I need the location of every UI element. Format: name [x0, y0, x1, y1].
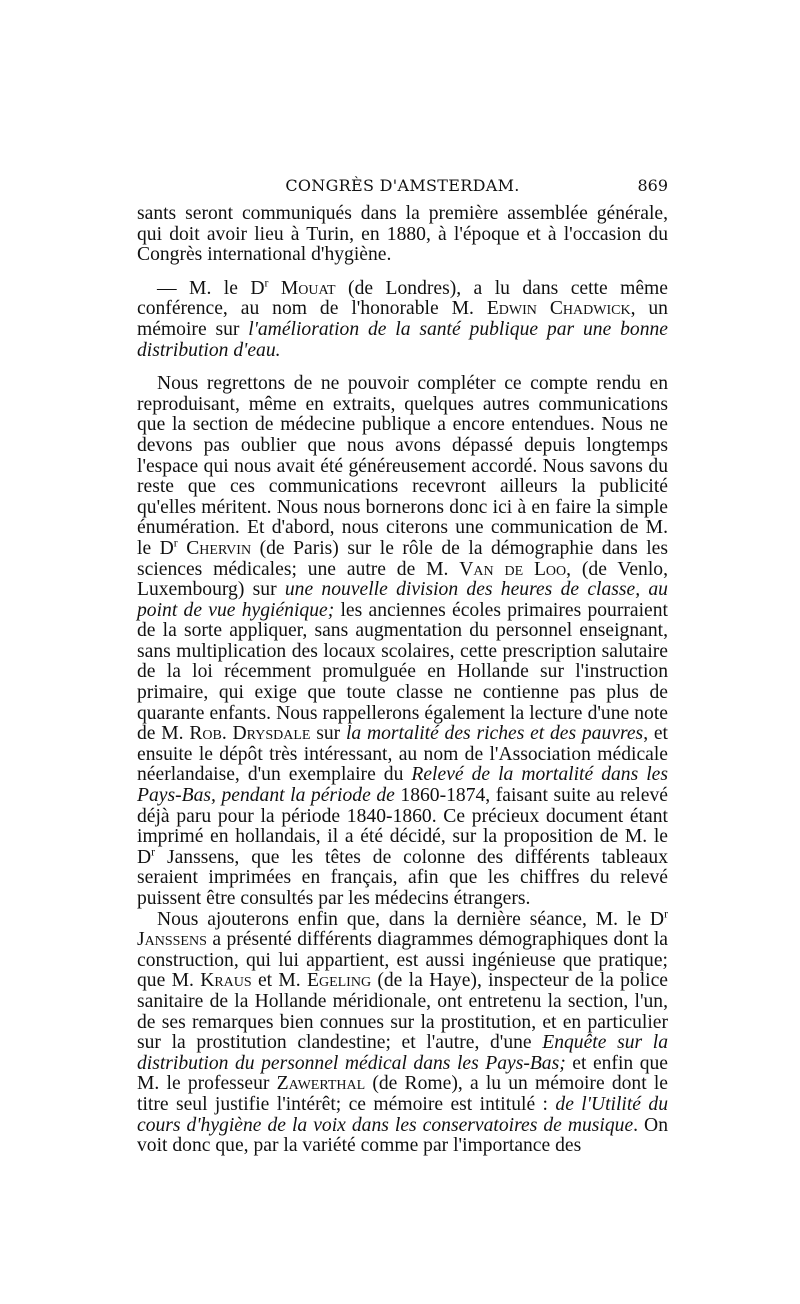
small-caps-name: Edwin Chadwick [486, 298, 631, 320]
text-run: les anciennes écoles primaires pourraient de la sorte appliquer, sans augmentation du personnel enseignant, sans multiplication des locaux scolaires, cette prescription salutaire de la loi récemment promulguée en Hollande sur l'instruction primaire, qui exige que toute classe ne contienne pas plus de quarante enfants. Nous rappellerons également la lecture d'une note de M. [137, 599, 668, 745]
italic-title: la mortalité des riches et des pauvres [345, 723, 644, 745]
page-number: 869 [637, 176, 668, 195]
text-run: , (de Venlo, Luxembourg) sur [137, 558, 668, 601]
paragraph-p2 [137, 276, 668, 361]
text-run: — M. le D [157, 277, 265, 299]
text-run: (de Paris) sur le rôle de la démographie dans les sciences médicales; une autre de M. [137, 537, 668, 580]
small-caps-name: Mouat [280, 277, 336, 299]
small-caps-name: Egeling [307, 970, 372, 992]
paragraph-p4 [137, 906, 669, 1157]
paragraph-p3 [137, 374, 668, 909]
text-run: sants seront communiqués dans la première assemblée générale, qui doit avoir lieu à Turin, en 1880, à l'époque et à l'occasion du Congrès international d'hygiène. [137, 203, 668, 266]
text-run: , et ensuite le dépôt très intéressant, au nom de l'Association médicale néerlandaise, d'un exemplaire du [137, 723, 668, 786]
small-caps-name: Rob. Drysdale [189, 723, 311, 745]
text-run: a présenté différents diagrammes démographiques dont la construction, qui lui appartient, est aussi ingénieuse que pratique; que M. [137, 929, 668, 992]
text-run [178, 538, 187, 559]
running-head-title: CONGRÈS D'AMSTERDAM. [285, 176, 520, 195]
text-run: 1860-1874, faisant suite au relevé déjà paru pour la période 1840-1860. Ce précieux document étant imprimé en hollandais, il a été décidé, sur la proposition de M. le D [137, 785, 668, 868]
small-caps-name: Kraus [200, 970, 252, 992]
text-run: Janssens, que les têtes de colonne des différents tableaux seraient imprimées en français, afin que les chiffres du relevé puissent être consultés par les médecins étrangers. [137, 846, 668, 909]
superscript: r [151, 845, 156, 859]
text-run: Nous ajouterons enfin que, dans la dernière séance, M. le D [157, 908, 665, 930]
italic-title: une nouvelle division des heures de classe, au point de vue hygiénique; [137, 579, 668, 621]
text-run: et M. [251, 970, 307, 992]
italic-title: Relevé de la mortalité dans les Pays-Bas, pendant la période de [137, 764, 668, 807]
superscript: r [173, 536, 178, 550]
text-run: Nous regrettons de ne pouvoir compléter ce compte rendu en reproduisant, même en extraits, quelques autres communications que la section de médecine publique a encore entendues. Nous ne devons pas oublier que nous avons dépassé depuis longtemps l'espace qui nous avait été généreusement accordé. Nous savons du reste que ces communications recevront ailleurs la publicité qu'elles méritent. Nous nous bornerons donc ici à en faire la simple énumération. Et d'abord, nous citerons une communication de M. le D [137, 373, 668, 559]
italic-title: l'amélioration de la santé publique par une bonne distribution d'eau. [137, 318, 668, 361]
running-head [137, 176, 668, 200]
body-text [137, 204, 668, 1157]
italic-title: Enquête sur la distribution du personnel médical dans les Pays-Bas; [137, 1032, 668, 1074]
text-run [268, 278, 280, 299]
text-run: , un mémoire sur [137, 298, 668, 340]
text-run: sur [310, 723, 346, 745]
small-caps-name: Chervin [186, 537, 252, 559]
italic-title: de l'Utilité du cours d'hygiène de la voix dans les conservatoires de musique [137, 1093, 668, 1136]
small-caps-name: Janssens [137, 929, 207, 951]
paragraph-p1 [137, 204, 668, 266]
text-run: (de la Haye), inspecteur de la police sanitaire de la Hollande méridionale, ont entretenu la section, l'un, de ses remarques bien connues sur la prostitution, et en particulier sur la prostitution clandestine; et l'autre, d'une [137, 970, 668, 1054]
text-run: et enfin que M. le professeur [137, 1052, 669, 1095]
text-run: (de Londres), a lu dans cette même conférence, au nom de l'honorable M. [137, 277, 668, 320]
small-caps-name: Zawerthal [276, 1073, 366, 1095]
superscript: r [264, 276, 269, 290]
text-run: (de Rome), a lu un mémoire dont le titre seul justifie l'intérêt; ce mémoire est intitulé : [137, 1073, 668, 1115]
superscript: r [664, 906, 668, 920]
text-run: . On voit donc que, par la variété comme par l'importance des [137, 1114, 668, 1157]
small-caps-name: Van de Loo [459, 558, 567, 580]
